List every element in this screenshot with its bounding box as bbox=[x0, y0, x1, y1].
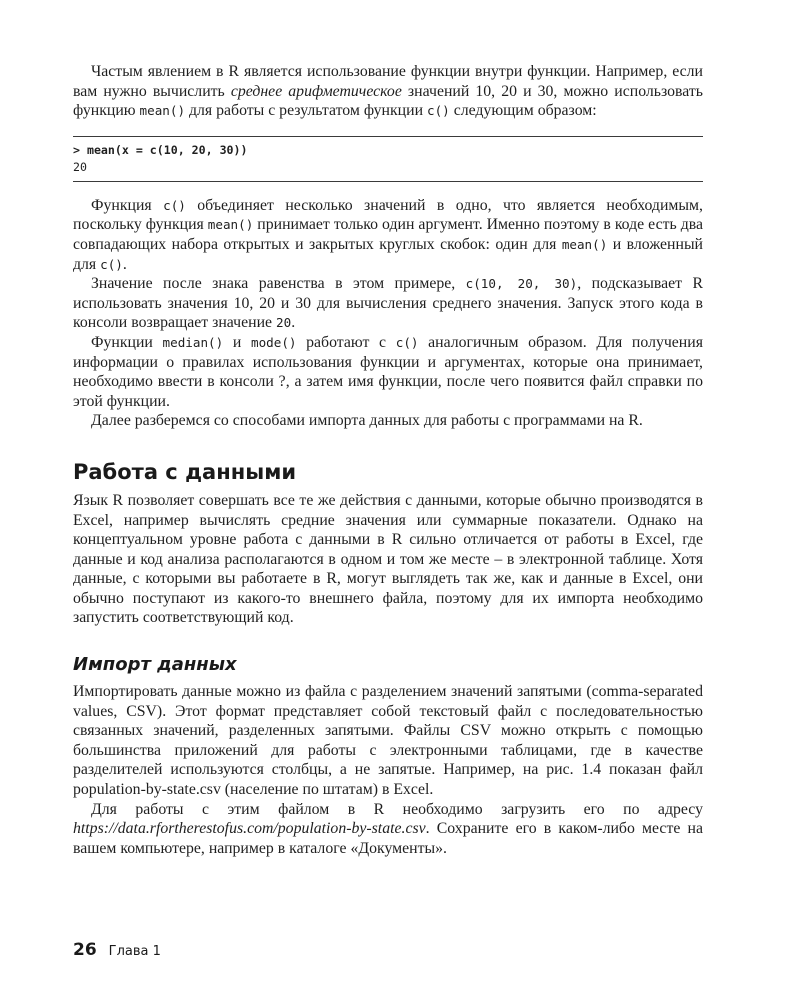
text-run: принимает только один аргумент. Именно поэтому в коде есть два совпадающих набора открытых и закрытых круглых скобок: один для bbox=[73, 216, 703, 253]
inline-code: c() bbox=[163, 197, 186, 213]
text-run: аналогичным образом. Для получения информации о правилах использования функции и аргументах, которые она принимает, необходимо ввести в консоли ?, а затем имя функции, после чего появится файл справки по этой функции. bbox=[73, 333, 703, 410]
inline-code: mean() bbox=[207, 217, 254, 233]
page-number: 26 bbox=[73, 940, 97, 960]
text-run: Для работы с этим файлом в R необходимо загрузить его по адресу bbox=[91, 800, 703, 818]
paragraph-median-mode bbox=[73, 333, 703, 411]
chapter-label: Глава 1 bbox=[108, 944, 161, 959]
inline-code: c() bbox=[100, 256, 123, 272]
download-paragraph bbox=[73, 800, 703, 859]
code-output: 20 bbox=[73, 159, 87, 174]
section-heading: Работа с данными bbox=[73, 459, 297, 484]
inline-code: c() bbox=[427, 103, 450, 119]
section-paragraph: Язык R позволяет совершать все те же действия с данными, которые обычно производятся в Excel, например вычислять средние значения или суммарные показатели. Однако на концептуальном уровне работа с данными в R сильно отличается от работы в Excel, где данные и код анализа располагаются в одном и том же месте – в электронной таблице. Хотя данные, с которыми вы работаете в R, могут выглядеть так же, как и данные в Excel, они обычно поступают из какого-то внешнего файла, поэтому для их импорта необходимо запустить соответствующий код. bbox=[73, 491, 703, 627]
inline-code: mean() bbox=[561, 236, 608, 252]
text-run: . Сохраните его в каком-либо месте на вашем компьютере, например в каталоге «Документы». bbox=[73, 820, 703, 857]
inline-code: 20 bbox=[276, 315, 292, 331]
text-run: работают с bbox=[296, 333, 396, 351]
text-run: , подсказывает R использовать значения 10, 20 и 30 для вычисления среднего значения. Запуск этого кода в консоли возвращает значение bbox=[73, 275, 703, 332]
text-run: Функция bbox=[91, 196, 164, 214]
text-run: значений 10, 20 и 30, можно использовать функцию bbox=[73, 82, 703, 120]
code-command: > mean(x = c(10, 20, 30)) bbox=[73, 142, 248, 157]
inline-code: median() bbox=[162, 334, 224, 350]
text-run: . bbox=[122, 255, 127, 273]
page-footer bbox=[73, 940, 161, 960]
italic-term: среднее арифметическое bbox=[230, 82, 402, 100]
subsection-heading: Импорт данных bbox=[73, 654, 237, 676]
inline-code: c(10, 20, 30) bbox=[465, 276, 578, 292]
text-run: объединяет несколько значений в одно, что является необходимым, поскольку функция bbox=[73, 196, 703, 234]
paragraph-next-steps: Далее разберемся со способами импорта данных для работы с программами на R. bbox=[91, 412, 643, 430]
inline-code: c() bbox=[395, 334, 419, 350]
inline-code: mode() bbox=[250, 334, 297, 350]
text-run: Частым явлением в R является использование функции внутри функции. Например, если вам нужно вычислить bbox=[73, 63, 703, 100]
paragraph-c-function bbox=[73, 196, 703, 274]
text-run: Функции bbox=[91, 333, 163, 351]
text-run: и bbox=[223, 333, 251, 351]
import-paragraph: Импортировать данные можно из файла с разделением значений запятыми (comma-separated values, CSV). Этот формат представляет собой текстовый файл с последовательностью связанных значений, разделенных запятыми. Файлы CSV можно открыть с помощью большинства приложений для работы с электронными таблицами, где в качестве разделителей используются столбцы, а не запятые. Например, на рис. 1.4 показан файл population-by-state.csv (население по штатам) в Excel. bbox=[73, 683, 703, 799]
text-run: Значение после знака равенства в этом примере, bbox=[91, 275, 466, 293]
paragraph-value-explanation bbox=[73, 274, 703, 333]
download-url: https://data.rfortherestofus.com/population-by-state.csv bbox=[73, 820, 426, 838]
text-run: и вложенный для bbox=[73, 235, 704, 273]
text-run: . bbox=[291, 314, 296, 332]
inline-code: mean() bbox=[139, 103, 186, 119]
code-block bbox=[73, 136, 703, 182]
text-run: следующим образом: bbox=[449, 102, 597, 120]
text-run: для работы с результатом функции bbox=[185, 102, 427, 120]
intro-paragraph bbox=[73, 62, 703, 121]
page-content bbox=[73, 62, 703, 858]
